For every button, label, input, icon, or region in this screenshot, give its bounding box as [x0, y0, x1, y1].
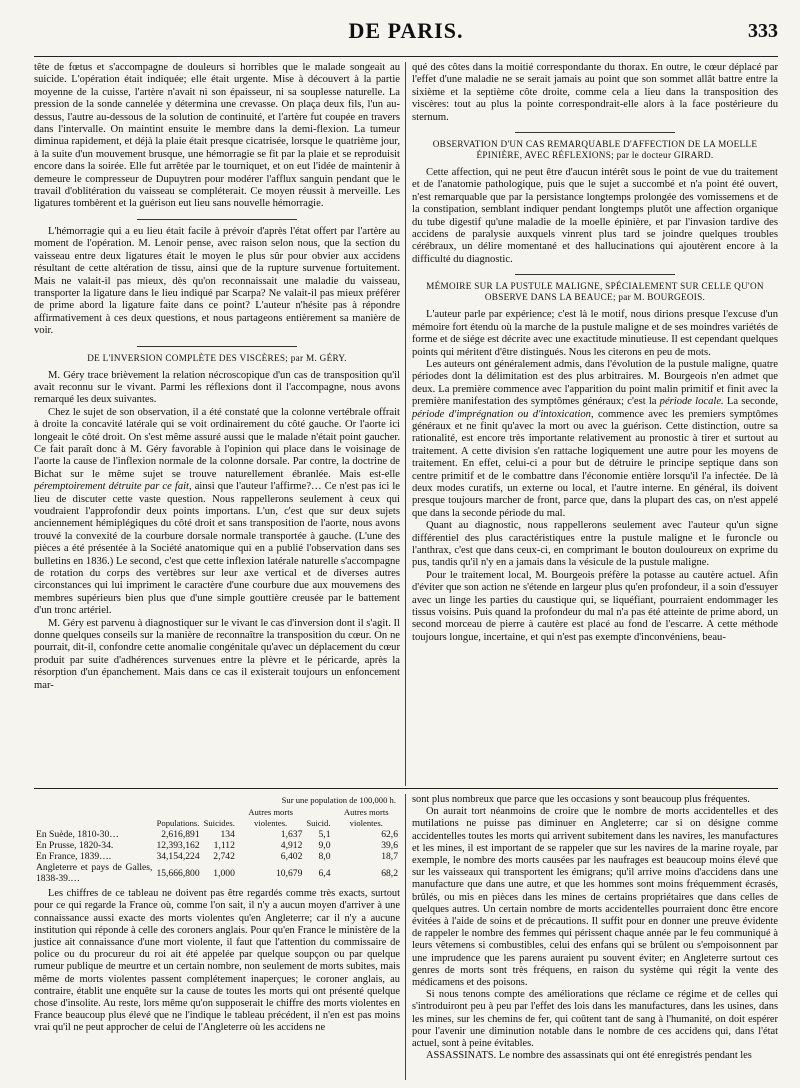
paragraph: M. Géry trace brièvement la relation nécroscopique d'un cas de transposition qu'il avait reconnu sur le vivant. Parmi les réflexions dont il l'accompagne, nous avons remarqué les deux suivantes.	[34, 369, 400, 406]
paragraph: Chez le sujet de son observation, il a été constaté que la colonne vertébrale offrait à droite la concavité latérale qui se voit ordinairement du côté gauche. Or l'aorte ici longeait le côté droit. On s'est même assuré aussi que le malade n'était point gaucher. Ce fait paraît donc à M. Géry favorable à l'opinion qui place dans le voisinage de l'aorte la cause de l'inflexion normale de la colonne dorsale. Par contre, la doctrine de Bichat sur le même sujet se trouve naturellement ébranlée. Mais est-elle péremptoirement détruite par ce fait, ainsi que l'auteur l'affirme?… Ce n'est pas ici le lieu de discuter cette vaste question. Nous rappellerons seulement à ceux qui voudraient l'approfondir deux points importans. L'un, c'est que sur deux sujets anciennement hémiplégiques du côté droit et sans transposition de l'aorte, nous avons trouvé la convexité de la courbure dorsale normale transportée à gauche. (L'une des pièces a été présentée à la Société anatomique qui en a publié l'observation dans ses bulletins en 1836.) Le second, c'est que cette inflexion latérale naturelle s'accompagne de rotation du corps des vertèbres sur leur axe vertical et de diverses autres circonstances qui lui impriment le caractère d'une courbure due aux mouvemens des membres supérieurs bien plus que d'une simple gouttière creusée par le battement d'un tronc artériel.	[34, 406, 400, 617]
paragraph: L'auteur parle par expérience; c'est là le motif, nous dirions presque l'excuse d'un mémoire fort étendu où la marche de la pustule maligne et de ses moindres variétés de forme et de siége est décrite avec une exactitude minutieuse. Il est cependant quelques points qui méritent d'être distingués. Nous les citerons en peu de mots.	[412, 309, 778, 358]
divider	[515, 132, 675, 133]
paragraph: ASSASSINATS. Le nombre des assassinats qui ont été enregistrés pendant les	[426, 1050, 752, 1062]
journal-title: DE PARIS.	[348, 18, 464, 43]
section-rule	[34, 788, 778, 789]
divider	[137, 346, 297, 347]
statistics-table	[34, 807, 400, 884]
bottom-left-column	[34, 794, 400, 1035]
paragraph: Si nous tenons compte des améliorations que réclame ce régime et de celles qui s'introduiront peu à peu par l'effet des lois dans les manufactures, dans les usines, dans les mines, sur les chemins de fer, qui coûtent tant de sang à l'humanité, on doit espérer pour l'avenir une diminution notable dans le nombre de ces accidens qui, dans l'état actuel, sont à peine évitables.	[412, 989, 778, 1050]
paragraph: Cette affection, qui ne peut être d'aucun intérêt sous le point de vue du traitement et de l'anatomie pathologique, puis que le sujet a succombé et n'a point été ouvert, n'est remarquable que par la persistance longtemps prolongée des vomissemens et de la constipation, semblant indiquer pendant longtemps plutôt une affection organique du tube digestif qu'une maladie de la moelle épinière, et par l'invasion tardive des accidens de paralysie auxquels vinrent plus tard se joindre quelques troubles cérébraux, un délire momentané et des hallucinations qui ajoutèrent encore à la difficulté du diagnostic.	[412, 167, 778, 265]
page-header	[34, 18, 778, 46]
right-column	[412, 62, 778, 644]
paragraph: L'hémorragie qui a eu lieu était facile à prévoir d'après l'état offert par l'artère au moment de l'opération. M. Lenoir pense, avec raison selon nous, que la section du vaisseau entre deux ligatures était le moyen le plus sûr pour obvier aux accidens résultant de cette altération de tissu, ainsi que de la rupture survenue fortuitement. Mais ne valait-il pas mieux, dès qu'on reconnaissait une maladie du vaisseau, transporter la ligature dans le lieu indiqué par Scarpa? Ne valait-il pas mieux préférer de prime abord la ligature faite dans ce point? L'auteur n'hésite pas à répondre affirmativement à ces deux questions, et nous partageons entièrement sa manière de voir.	[34, 225, 400, 337]
section-heading: DE L'INVERSION COMPLÈTE DES VISCÈRES; par M. GÉRY.	[87, 352, 347, 363]
divider	[515, 274, 675, 275]
section-heading: MÉMOIRE SUR LA PUSTULE MALIGNE, SPÉCIALEMENT SUR CELLE QU'ON OBSERVE DANS LA BEAUCE; par M. BOURGEOIS.	[426, 281, 764, 303]
section-heading: OBSERVATION D'UN CAS REMARQUABLE D'AFFECTION DE LA MOELLE ÉPINIÈRE, AVEC RÉFLEXIONS; par le docteur GIRARD.	[432, 139, 758, 161]
table-row: En Prusse, 1820-34. 12,393,162 1,112 4,912 9,0 39,6	[36, 840, 398, 852]
paragraph: Quant au diagnostic, nous rappellerons seulement avec l'auteur qu'un signe différentiel des plus caractéristiques entre la pustule maligne et le furoncle ou l'anthrax, c'est que dans ceux-ci, en comprimant le bouton douloureux on exprime du pus, tandis qu'il n'y en a jamais dans la vésicule de la pustule maligne.	[412, 520, 778, 569]
table-caption: Sur une population de 100,000 h.	[281, 795, 396, 805]
paragraph: On aurait tort néanmoins de croire que le nombre de morts accidentelles et des mutilations ne puisse pas diminuer en Angleterre; car si on désigne comme accidentelles toutes les morts qui arrivent subitement dans les navires, les manufactures et les mines, il est important de se rappeler que sur les navires de la marine royale, par exemple, le nombre des morts causées par les naufrages est beaucoup moins élevé que sur les vaisseaux qui transportent les émigrans; qu'il arrive moins d'accidens dans une manufacture que dans une autre, et que les hommes sont moins fréquemment écrasés, brûlés, ou mis en pièces dans les mines de certains propriétaires que dans celles de quelques autres. Un certain nombre de morts accidentelles pourraient donc être encore évitées à l'aide de soins et de précautions. Il suffit pour en donner une preuve évidente de rappeler le nombre des femmes qui périssent chaque année par le feu communiqué à leurs vêtemens si combustibles, celui des enfans qui se brûlent ou s'empoisonnent par une imprudence que les parens auraient pu souvent éviter; en Angleterre surtout ces genres de morts sont très fréquens, en raison du système qui régit la vente des médicamens et des poisons.	[412, 806, 778, 989]
paragraph: M. Géry est parvenu à diagnostiquer sur le vivant le cas d'inversion dont il s'agit. Il donne quelques conseils sur la manière de reconnaître la transposition du cœur. On ne pourrait, dit-il, confondre cette anomalie congénitale qu'avec un déplacement du cœur produit par suite d'adhérences survenues entre la plèvre et le péricarde, après la résorption d'un épanchement. Mais dans ce cas il existerait toujours un enfoncement mar-	[34, 617, 400, 691]
table-row: En Suède, 1810-30… 2,616,891 134 1,637 5,1 62,6	[36, 829, 398, 841]
header-rule	[34, 56, 778, 57]
paragraph: tête de fœtus et s'accompagne de douleurs si horribles que le malade songeait au suicide. L'opération était indiquée; elle était urgente. Mise à découvert à la partie moyenne de la cuisse, l'artère n'avait ni son épaisseur, ni sa souplesse naturelle. La pression de la sonde cannelée y détermina une crevasse. On plaça deux fils, l'un au-dessus, l'autre au-dessous de la solution de continuité, et l'artère fut coupée en travers dans l'intervalle. On maintint ensuite le membre dans la demi-flexion. La tumeur diminua rapidement, et déjà la plaie était presque cicatrisée, lorsque le quatrième jour, à la suite d'un mouvement brusque, une hémorragie se fit par la plaie et se reproduisit encore dans la soirée. Elle fut arrêtée par le tourniquet, et on eut l'idée de maintenir à demeure le compresseur de Dupuytren pour modérer l'afflux sanguin pendant que le travail d'oblitération du vaisseau se compléterait. Ce moyen réussit à merveille. Les ligatures tombèrent et la guérison eut lieu sans nouvelle hémorragie.	[34, 62, 400, 210]
page-number: 333	[748, 20, 778, 42]
paragraph: qué des côtes dans la moitié correspondante du thorax. En outre, le cœur déplacé par l'effet d'une maladie ne se serait jamais au point que son sommet allât battre entre la sixième et la septième côte droite, comme cela a lieu dans la transposition des viscères: tout au plus la pointe correspondrait-elle alors à la face postérieure du sternum.	[412, 62, 778, 123]
paragraph: Pour le traitement local, M. Bourgeois préfère la potasse au cautère actuel. Afin d'éviter que son action ne s'étende en largeur plus qu'en profondeur, il a soin d'essuyer avec un linge les parties du caustique qui, se liquéfiant, pourraient endommager les tissus voisins. Puis quand la profondeur du mal n'a pas été atteinte de prime abord, un second morceau de pierre à cautère est placé au fond de l'escarre. A cette méthode toujours longue, incertaine, et qui n'est pas exempte d'inconvéniens, beau-	[412, 569, 778, 643]
table-row: En France, 1839…. 34,154,224 2,742 6,402 8,0 18,7	[36, 851, 398, 863]
table-row: Angleterre et pays de Galles, 1838-39.… 15,666,800 1,000 10,679 6,4 68,2	[36, 862, 398, 885]
table-header-row: Populations. Suicides. Autres morts violentes. Suicid. Autres morts violentes.	[156, 807, 389, 829]
paragraph: Les auteurs ont généralement admis, dans l'évolution de la pustule maligne, quatre périodes dont la délimitation est des plus arbitraires. M. Bourgeois n'en admet que deux. La première commence avec l'apparition du point malin primitif et finit avec la première manifestation des symptômes généraux; c'est la période locale. La seconde, période d'imprégnation ou d'intoxication, commence avec les premiers symptômes généraux et ne finit qu'avec la mort ou avec la guérison. Cette distinction, outre sa rationalité, est encore très importante relativement au pronostic à tirer et surtout au traitement. A cette division s'en rattache logiquement une autre pour les moyens de traitement. En effet, celui-ci a pour but de détruire le principe septique dans son centre primitif et de le combattre dans l'économie entière lorsqu'il l'a infectée. De là deux modes curatifs, un externe ou local, et l'autre interne. En général, ils doivent presque toujours marcher de front, parce que, dans la plupart des cas, on n'est appelé que dans la seconde période du mal.	[412, 358, 778, 519]
paragraph: Les chiffres de ce tableau ne doivent pas être regardés comme très exacts, surtout pour ce qui regarde la France où, comme l'on sait, il n'y a aucun moyen d'arriver à une connaissance aussi exacte des morts violentes qu'en Angleterre; car il n'y a aucune institution qui réponde à celle des coroners anglais. Pour qu'en France le ministère de la justice ait connaissance d'une mort violente, il faut que l'attention du commissaire de police ou du procureur du roi ait été appelée par quelque soupçon ou par quelque rumeur publique de meurtre et un certain nombre, non seulement de morts subites, mais même de morts violentes passent complétement inaperçues; le coroner anglais, au contraire, établit une enquête sur la cause de toutes les morts qui ont présenté quelque chose d'insolite. Au reste, lors même qu'on supposerait le chiffre des morts violentes en France beaucoup plus élevé que ne l'indique le tableau précédent, il n'en est pas moins vrai qu'il ne peut approcher de celui de l'Angleterre où les accidens ne	[34, 888, 400, 1034]
column-rule	[405, 794, 406, 1080]
left-column	[34, 62, 400, 692]
bottom-right-column	[412, 794, 778, 1062]
divider	[137, 219, 297, 220]
column-rule	[405, 62, 406, 786]
paragraph: sont plus nombreux que parce que les occasions y sont beaucoup plus fréquentes.	[412, 794, 750, 805]
